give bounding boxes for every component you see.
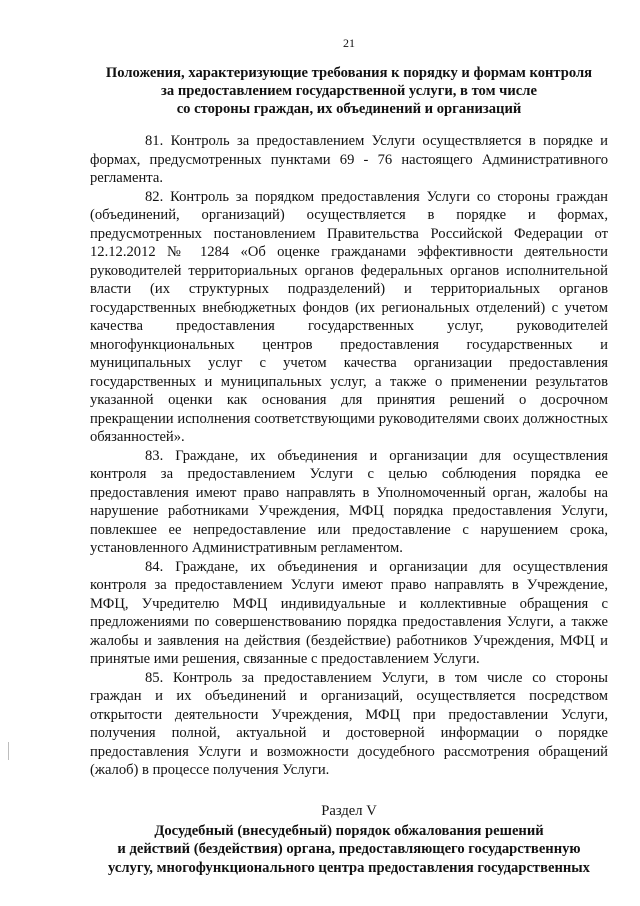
paragraph-83: 83. Граждане, их объединения и организации для осуществления контроля за предоставлением Услуги с целью соблюдения порядка ее предоставления имеют право направлять в Уполномоченный орган, жалобы на нарушение работниками Учреждения, МФЦ порядка предоставления Услуги, повлекшее ее непредоставление или предоставление с нарушением срока, установленного Административным регламентом.	[90, 447, 608, 556]
paragraph-84: 84. Граждане, их объединения и организации для осуществления контроля за предоставлением Услуги имеют право направлять в Учреждение, МФЦ, Учредителю МФЦ индивидуальные и коллективные обращения с предложениями по совершенствованию порядка предоставления Услуги, а также жалобы и заявления на действия (бездействие) работников Учреждения, МФЦ и принятые ими решения, связанные с предоставлением Услуги.	[90, 558, 608, 667]
heading-line: со стороны граждан, их объединений и организаций	[176, 101, 522, 117]
document-page	[90, 36, 608, 877]
paragraph-82: 82. Контроль за порядком предоставления Услуги со стороны граждан (объединений, организаций) осуществляется в порядке и формах, предусмотренных постановлением Правительства Российской Федерации от 12.12.2012 № 1284 «Об оценке гражданами эффективности деятельности руководителей территориальных органов федеральных органов исполнительной власти (их структурных подразделений) и территориальных органов государственных внебюджетных фондов (их региональных отделений) с учетом качества предоставления государственных услуг, руководителей многофункциональных центров предоставления государственных и муниципальных услуг с учетом качества организации предоставления государственных и муниципальных услуг, а также о применении результатов указанной оценки как основания для принятия решений о досрочном прекращении исполнения соответствующими руководителями своих должностных обязанностей».	[90, 188, 608, 445]
section-title	[90, 822, 608, 878]
paragraph-81: 81. Контроль за предоставлением Услуги осуществляется в порядке и формах, предусмотренных пунктами 69 - 76 настоящего Административного регламента.	[90, 133, 608, 186]
heading-line: за предоставлением государственной услуги, в том числе	[161, 83, 537, 99]
section-label: Раздел V	[321, 802, 377, 819]
section-title-line: услугу, многофункционального центра предоставления государственных	[108, 859, 590, 876]
paragraph-85: 85. Контроль за предоставлением Услуги, в том числе со стороны граждан и их объединений и организаций, осуществляется посредством открытости деятельности Учреждения, МФЦ при предоставлении Услуги, получения полной, актуальной и достоверной информации о порядке предоставления Услуги и возможности досудебного рассмотрения обращений (жалоб) в процессе получения Услуги.	[90, 669, 608, 778]
heading-line: Положения, характеризующие требования к порядку и формам контроля	[105, 65, 593, 81]
section-title-line: и действий (бездействия) органа, предоставляющего государственную	[117, 841, 581, 857]
page-number: 21	[343, 36, 355, 50]
scan-margin-mark	[8, 742, 9, 760]
section-title-line: Досудебный (внесудебный) порядок обжалования решений	[154, 822, 544, 839]
section-heading	[90, 64, 608, 118]
